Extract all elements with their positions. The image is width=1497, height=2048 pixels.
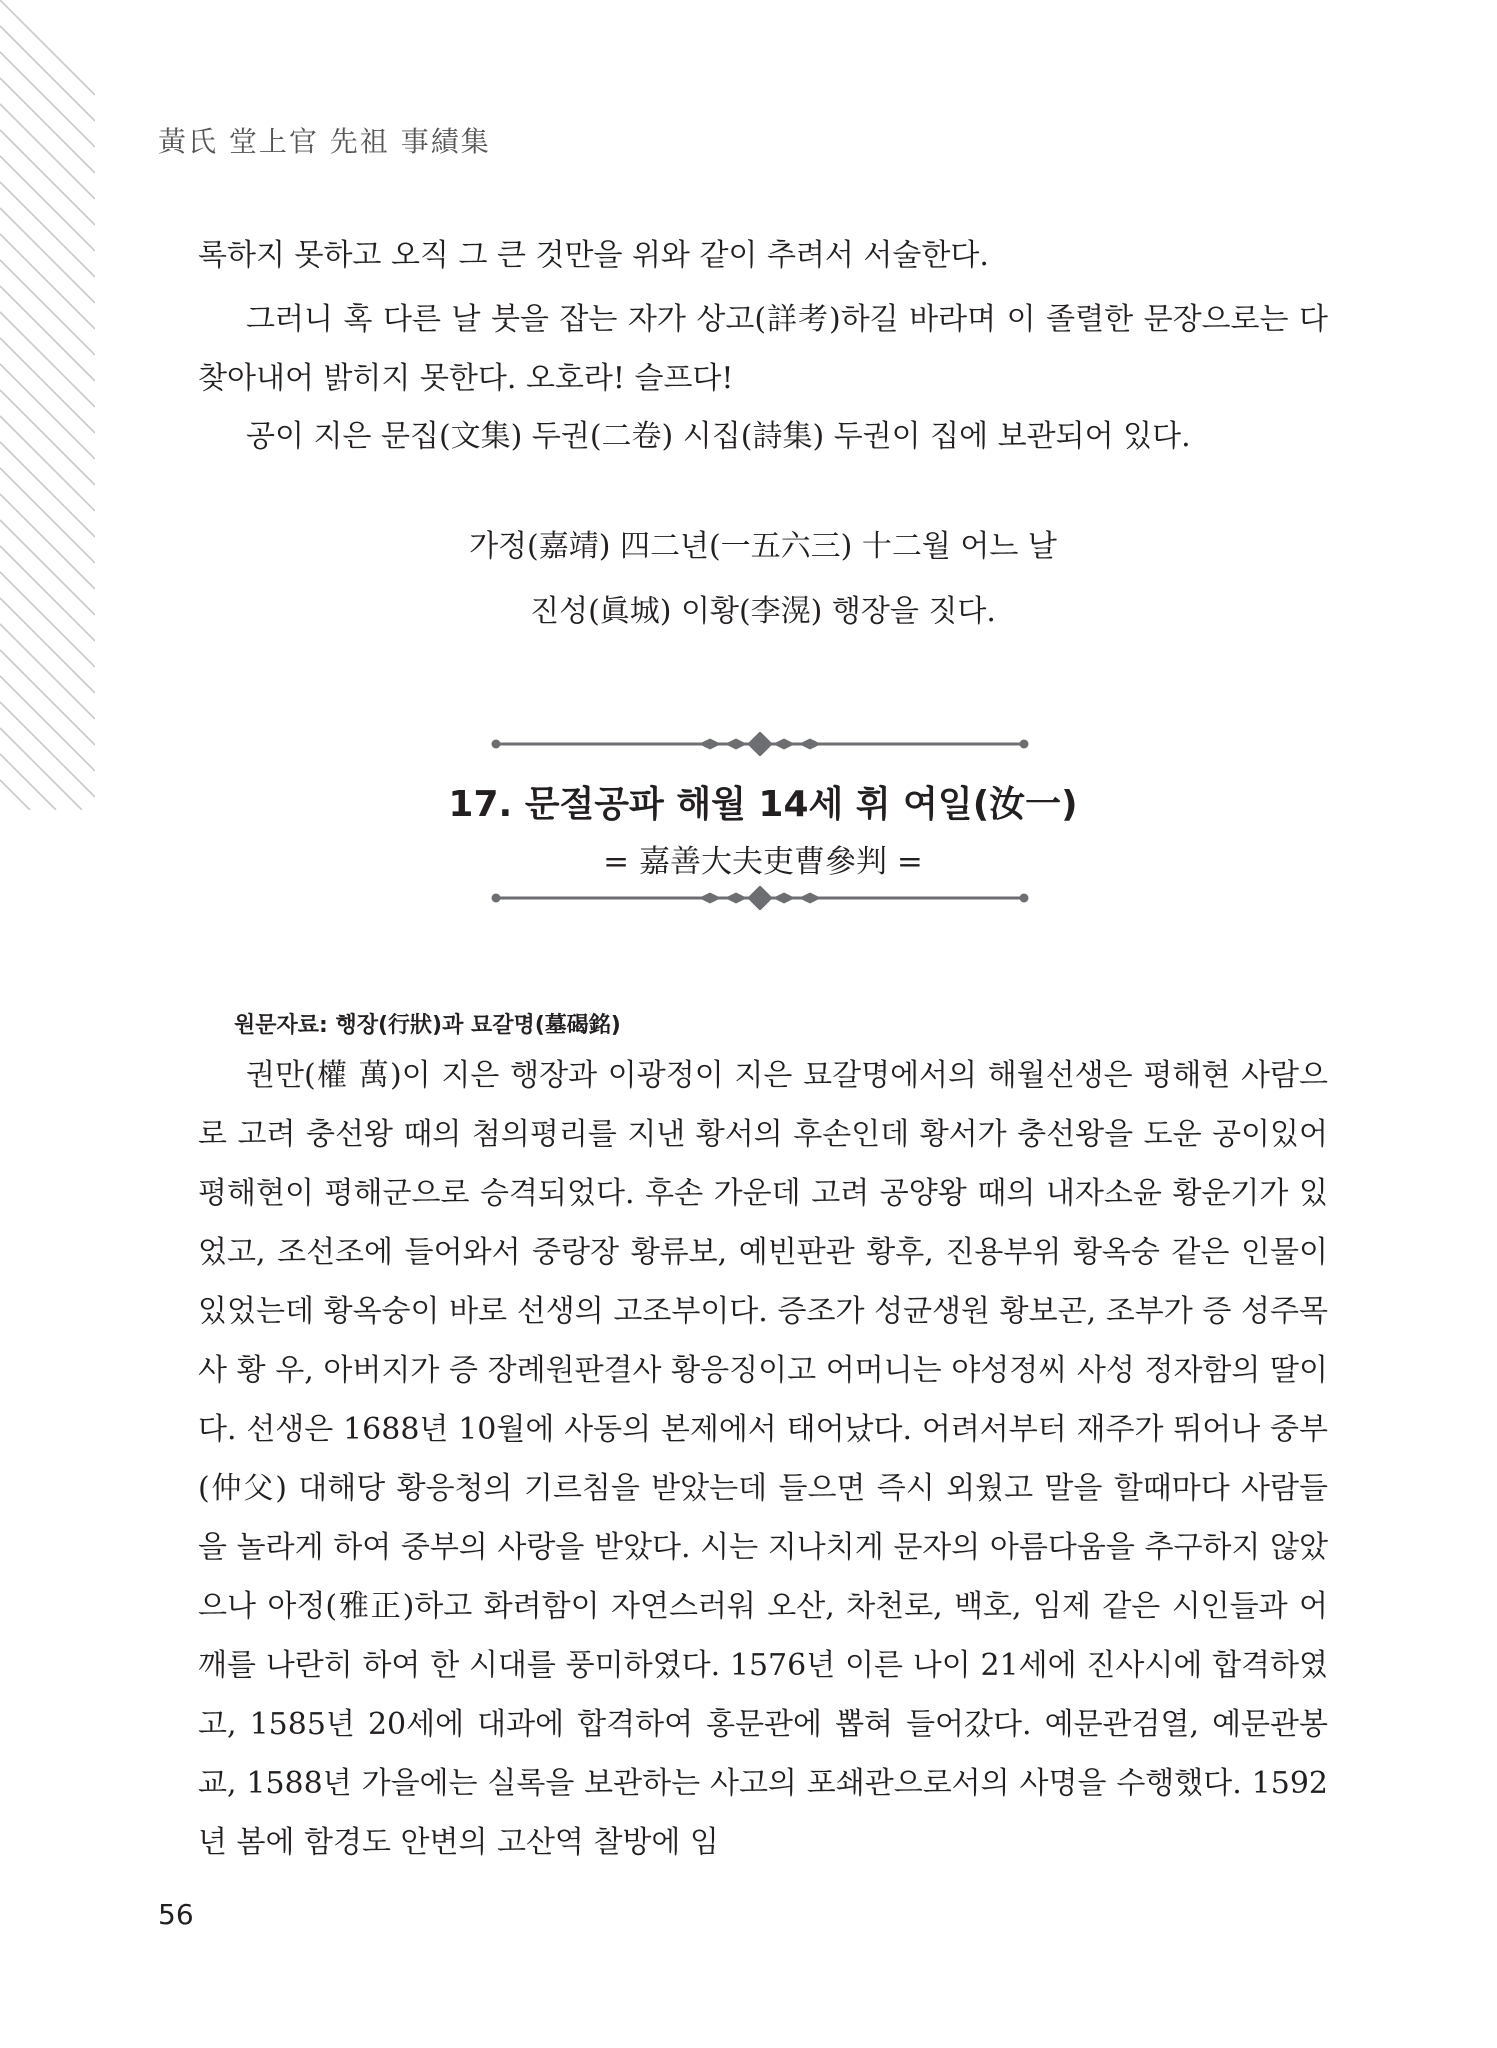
signature-author-line: 진성(眞城) 이황(李滉) 행장을 짓다.: [530, 594, 996, 629]
top-ornament-divider: [490, 732, 1030, 756]
source-material-label: 원문자료: 행장(行狀)과 묘갈명(墓碣銘): [234, 1013, 621, 1038]
section-title: 17. 문절공파 해월 14세 휘 여일(汝一): [448, 784, 1078, 825]
intro-paragraph-3: 공이 지은 문집(文集) 두권(二卷) 시집(詩集) 두권이 집에 보관되어 있다.: [246, 419, 1191, 454]
intro-paragraph-2: 그러니 혹 다른 날 붓을 잡는 자가 상고(詳考)하길 바라며 이 졸렬한 문장으로는 다 찾아내어 밝히지 못한다. 오호라! 슬프다!: [198, 302, 1328, 396]
section-subtitle: = 嘉善大夫吏曹參判 =: [603, 844, 923, 880]
body-paragraph: 권만(權 萬)이 지은 행장과 이광정이 지은 묘갈명에서의 해월선생은 평해현 사람으로 고려 충선왕 때의 첨의평리를 지낸 황서의 후손인데 황서가 충선왕을 도운 공이있어 평해현이 평해군으로 승격되었다. 후손 가운데 고려 공양왕 때의 내자소윤 황운기가 있었고, 조선조에 들어와서 중랑장 황류보, 예빈판관 황후, 진용부위 황옥숭 같은 인물이 있었는데 황옥숭이 바로 선생의 고조부이다. 증조가 성균생원 황보곤, 조부가 증 성주목사 황 우, 아버지가 증 장례원판결사 황응징이고 어머니는 야성정씨 사성 정자함의 딸이다. 선생은 1688년 10월에 사동의 본제에서 태어났다. 어려서부터 재주가 뛰어나 중부(仲父) 대해당 황응청의 기르침을 받았는데 들으면 즉시 외웠고 말을 할때마다 사람들을 놀라게 하여 중부의 사랑을 받았다. 시는 지나치게 문자의 아름다움을 추구하지 않았으나 아정(雅正)하고 화려함이 자연스러워 오산, 차천로, 백호, 임제 같은 시인들과 어깨를 나란히 하여 한 시대를 풍미하였다. 1576년 이른 나이 21세에 진사시에 합격하였고, 1585년 20세에 대과에 합격하여 홍문관에 뽑혀 들어갔다. 예문관검열, 예문관봉교, 1588년 가을에는 실록을 보관하는 사고의 포쇄관으로서의 사명을 수행했다. 1592년 봄에 함경도 안변의 고산역 찰방에 임: [198, 1058, 1328, 1860]
page-number: 56: [158, 1898, 194, 1931]
corner-stripe-decoration: [0, 0, 95, 810]
bottom-ornament-divider: [490, 886, 1030, 910]
intro-paragraph-1: 록하지 못하고 오직 그 큰 것만을 위와 같이 추려서 서술한다.: [198, 238, 989, 273]
signature-date-line: 가정(嘉靖) 四二년(一五六三) 十二월 어느 날: [469, 529, 1057, 564]
running-header-title: 黃氏 堂上官 先祖 事績集: [158, 125, 491, 158]
